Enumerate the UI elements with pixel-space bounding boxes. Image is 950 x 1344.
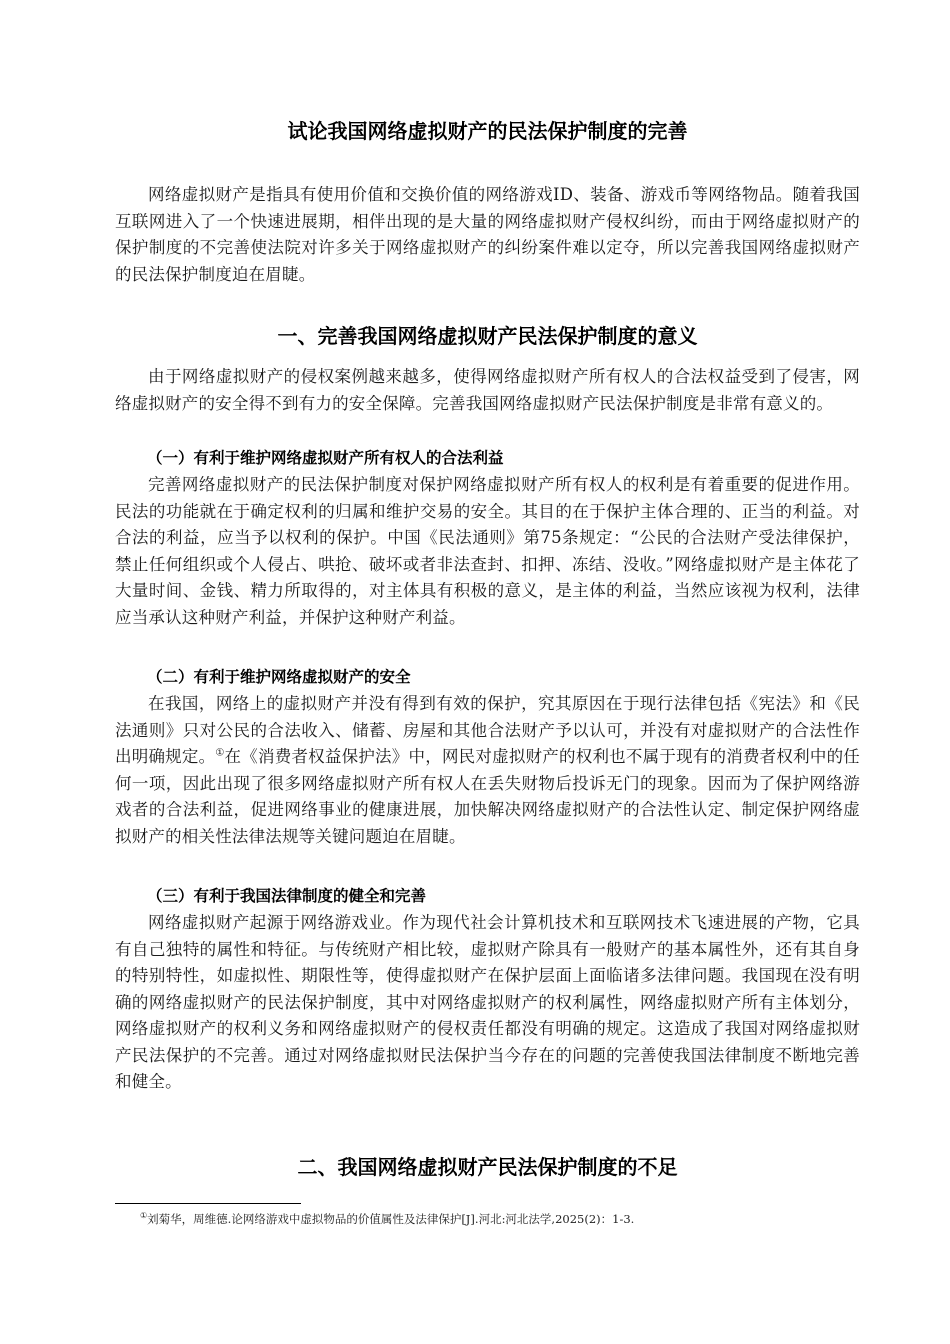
subsection-2-paragraph [115, 691, 860, 850]
subsection-3-heading: （三）有利于我国法律制度的健全和完善 [147, 887, 427, 905]
section-2-heading: 二、我国网络虚拟财产民法保护制度的不足 [297, 1155, 678, 1179]
subsection-1-heading: （一）有利于维护网络虚拟财产所有权人的合法利益 [147, 449, 504, 467]
footnote-mark: ① [140, 1211, 148, 1221]
footnote [140, 1210, 860, 1228]
footnote-reference-mark: ① [215, 747, 225, 759]
subsection-3-paragraph: 网络虚拟财产起源于网络游戏业。作为现代社会计算机技术和互联网技术飞速进展的产物，它具有自己独特的属性和特征。与传统财产相比较，虚拟财产除具有一般财产的基本属性外，还有其自身的特别特性，如虚拟性、期限性等，使得虚拟财产在保护层面上面临诸多法律问题。我国现在没有明确的网络虚拟财产的民法保护制度，其中对网络虚拟财产的权利属性，网络虚拟财产所有主体划分，网络虚拟财产的权利义务和网络虚拟财产的侵权责任都没有明确的规定。这造成了我国对网络虚拟财产民法保护的不完善。通过对网络虚拟财民法保护当今存在的问题的完善使我国法律制度不断地完善和健全。 [115, 913, 860, 1091]
document-title: 试论我国网络虚拟财产的民法保护制度的完善 [287, 119, 688, 143]
footnote-divider [115, 1203, 301, 1204]
intro-paragraph: 网络虚拟财产是指具有使用价值和交换价值的网络游戏ID、装备、游戏币等网络物品。随着我国互联网进入了一个快速进展期，相伴出现的是大量的网络虚拟财产侵权纠纷，而由于网络虚拟财产的保护制度的不完善使法院对许多关于网络虚拟财产的纠纷案件难以定夺，所以完善我国网络虚拟财产的民法保护制度迫在眉睫。 [115, 185, 860, 284]
section-1-intro-paragraph: 由于网络虚拟财产的侵权案例越来越多，使得网络虚拟财产所有权人的合法权益受到了侵害，网络虚拟财产的安全得不到有力的安全保障。完善我国网络虚拟财产民法保护制度是非常有意义的。 [115, 367, 860, 413]
subsection-2-text-part-2: 在《消费者权益保护法》中，网民对虚拟财产的权利也不属于现有的消费者权利中的任何一项，因此出现了很多网络虚拟财产所有权人在丢失财物后投诉无门的现象。因而为了保护网络游戏者的合法利益，促进网络事业的健康进展，加快解决网络虚拟财产的合法性认定、制定保护网络虚拟财产的相关性法律法规等关键问题迫在眉睫。 [115, 747, 861, 846]
subsection-2-text-part-1: 在我国，网络上的虚拟财产并没有得到有效的保护，究其原因在于现行法律包括《宪法》和《民法通则》只对公民的合法收入、储蓄、房屋和其他合法财产予以认可，并没有对虚拟财产的合法性作出明确规定。 [115, 694, 860, 766]
subsection-2-heading: （二）有利于维护网络虚拟财产的安全 [147, 668, 411, 686]
subsection-1-paragraph: 完善网络虚拟财产的民法保护制度对保护网络虚拟财产所有权人的权利是有着重要的促进作用。民法的功能就在于确定权利的归属和维护交易的安全。其目的在于保护主体合理的、正当的利益。对合法的利益，应当予以权利的保护。中国《民法通则》第75条规定：“公民的合法财产受法律保护，禁止任何组织或个人侵占、哄抢、破坏或者非法查封、扣押、冻结、没收。”网络虚拟财产是主体花了大量时间、金钱、精力所取得的，对主体具有积极的意义，是主体的利益，当然应该视为权利，法律应当承认这种财产利益，并保护这种财产利益。 [115, 475, 860, 627]
section-1-heading: 一、完善我国网络虚拟财产民法保护制度的意义 [277, 324, 698, 348]
footnote-text: 刘菊华，周维德.论网络游戏中虚拟物品的价值属性及法律保护[J].河北:河北法学,2025(2)：1-3. [147, 1212, 635, 1226]
